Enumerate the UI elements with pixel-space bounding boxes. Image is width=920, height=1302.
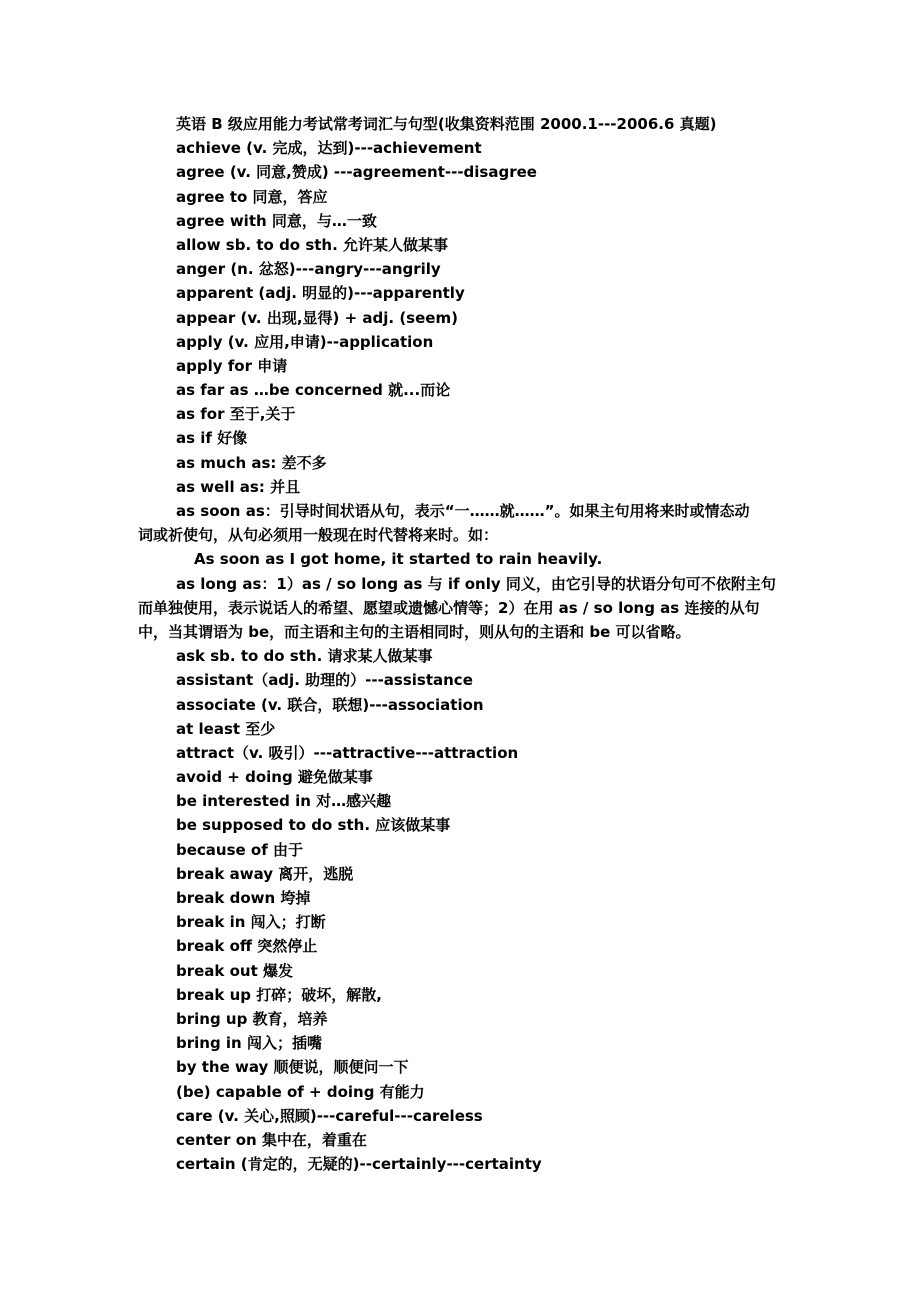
entry-list-a [138,136,788,499]
vocab-entry: as well as: 并且 [176,477,301,496]
vocab-entry: break in 闯入；打断 [176,913,326,932]
vocab-entry: center on 集中在，着重在 [176,1130,367,1149]
vocab-entry: bring up 教育，培养 [176,1009,328,1028]
as-long-as-paragraph [138,572,788,645]
vocab-entry: agree to 同意，答应 [176,187,328,206]
vocab-entry: by the way 顺便说，顺便问一下 [176,1058,409,1077]
vocab-entry: ask sb. to do sth. 请求某人做某事 [176,647,433,666]
vocab-entry: appear (v. 出现,显得) + adj. (seem) [176,308,458,327]
vocab-entry: as far as …be concerned 就...而论 [176,381,451,400]
vocab-entry: as much as: 差不多 [176,453,327,472]
vocab-entry: assistant（adj. 助理的）---assistance [176,671,473,690]
vocab-entry: achieve (v. 完成，达到)---achievement [176,139,482,158]
vocab-entry: as for 至于,关于 [176,405,296,424]
vocab-entry: apply (v. 应用,申请)--application [176,332,434,351]
vocab-entry: be supposed to do sth. 应该做某事 [176,816,451,835]
as-soon-as-paragraph [138,499,788,547]
vocab-entry: (be) capable of + doing 有能力 [176,1082,425,1101]
vocab-entry: break down 垮掉 [176,889,311,907]
paragraph-line: 中，当其谓语为 be，而主语和主句的主语相同时，则从句的主语和 be 可以省略。 [138,622,691,641]
vocab-entry: break up 打碎；破坏，解散, [176,985,382,1004]
vocab-entry: be interested in 对…感兴趣 [176,792,392,811]
vocab-entry: agree with 同意，与…一致 [176,211,377,230]
vocab-entry: as if 好像 [176,429,248,448]
paragraph-line: 而单独使用，表示说话人的希望、愿望或遗憾心情等；2）在用 as / so long as 连接的从句 [138,598,760,617]
entry-list-b [138,644,788,1176]
vocab-entry: break out 爆发 [176,961,294,980]
vocab-entry: apply for 申请 [176,356,288,375]
vocab-entry: at least 至少 [176,719,276,738]
vocab-entry: associate (v. 联合，联想)---association [176,695,484,714]
vocab-entry: break off 突然停止 [176,937,318,956]
vocab-entry: because of 由于 [176,840,303,859]
vocab-entry: allow sb. to do sth. 允许某人做某事 [176,235,449,254]
paragraph-line: as soon as：引导时间状语从句，表示“一……就……”。如果主句用将来时或情态动 [176,502,750,520]
vocab-entry: care (v. 关心,照顾)---careful---careless [176,1106,483,1125]
vocab-entry: certain (肯定的，无疑的)--certainly---certainty [176,1155,542,1174]
vocab-entry: attract（v. 吸引）---attractive---attraction [176,743,519,762]
vocab-entry: apparent (adj. 明显的)---apparently [176,284,465,303]
paragraph-line: as long as：1）as / so long as 与 if only 同义，由它引导的状语分句可不依附主句 [176,574,776,593]
document-title: 英语 B 级应用能力考试常考词汇与句型(收集资料范围 2000.1---2006.6 真题) [176,115,717,133]
paragraph-line: 词或祈使句，从句必须用一般现在时代替将来时。如： [138,526,499,545]
vocab-entry: agree (v. 同意,赞成) ---agreement---disagree [176,163,537,182]
vocab-entry: avoid + doing 避免做某事 [176,768,373,787]
document-body [138,112,788,1176]
example-sentence: As soon as I got home, it started to rain heavily. [194,550,603,569]
vocab-entry: break away 离开，逃脱 [176,864,354,883]
vocab-entry: bring in 闯入；插嘴 [176,1034,322,1053]
vocab-entry: anger (n. 忿怒)---angry---angrily [176,260,441,279]
